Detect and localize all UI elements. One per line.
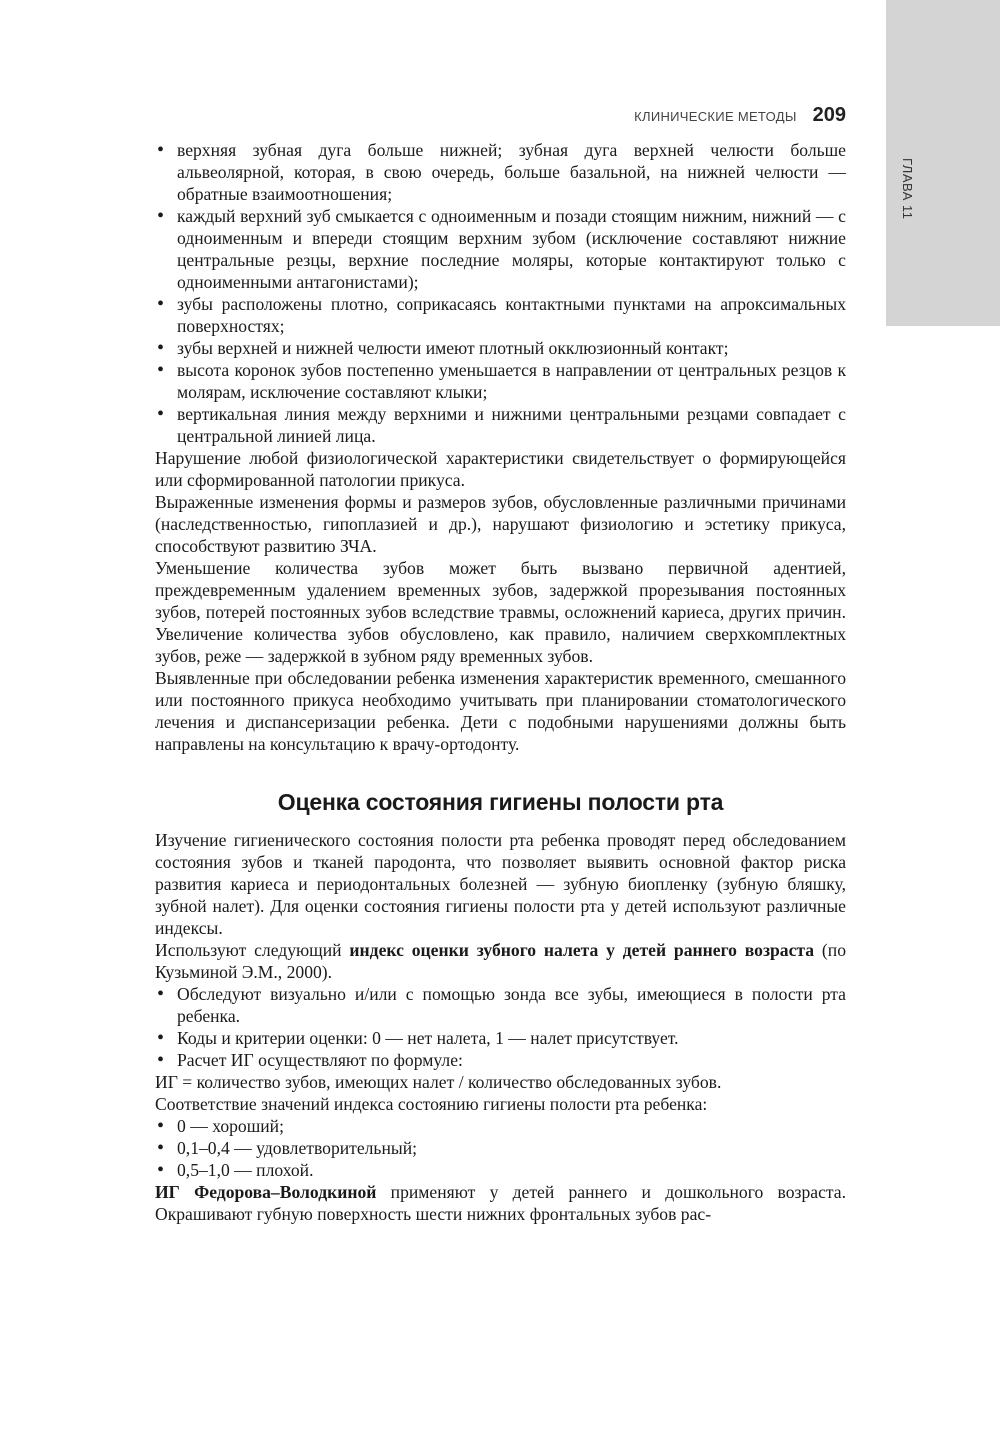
index-lead: Используют следующий [155, 940, 350, 960]
list-item: • Обследуют визуально и/или с помощью зонда все зубы, имеющиеся в полости рта ребенка. [155, 983, 846, 1027]
index-method-list [155, 983, 846, 1071]
section-heading: Оценка состояния гигиены полости рта [277, 789, 724, 815]
list-item: • зубы верхней и нижней челюсти имеют плотный окклюзионный контакт; [155, 337, 846, 359]
list-item: • Коды и критерии оценки: 0 — нет налета, 1 — налет присутствует. [155, 1027, 846, 1049]
running-title: КЛИНИЧЕСКИЕ МЕТОДЫ [634, 109, 797, 124]
fedorov-tail: применяют у детей раннего и дошкольного возраста. Окрашивают губную поверхность шести нижних фронтальных зубов рас- [155, 1182, 846, 1224]
occlusion-criteria-list [155, 139, 846, 447]
list-item: • вертикальная линия между верхними и нижними центральными резцами совпадает с центральной линией лица. [155, 403, 846, 447]
list-item: • каждый верхний зуб смыкается с одноименным и позади стоящим нижним, нижний — с одноименным и впереди стоящим верхним зубом (исключение составляют нижние центральные резцы, верхние последние моляры, которые контактируют только с одноименными антагонистами); [155, 205, 846, 293]
list-item: • 0,5–1,0 — плохой. [155, 1159, 846, 1181]
paragraph: Уменьшение количества зубов может быть вызвано первичной адентией, преждевременным удалением временных зубов, задержкой прорезывания постоянных зубов, потерей постоянных зубов вследствие травмы, осложнений кариеса, других причин. Увеличение количества зубов обусловлено, как правило, наличием сверхкомплектных зубов, реже — задержкой в зубном ряду временных зубов. [155, 558, 846, 666]
page-body [155, 139, 846, 1225]
list-item: • высота коронок зубов постепенно уменьшается в направлении от центральных резцов к молярам, исключение составляют клыки; [155, 359, 846, 403]
fedorov-paragraph [155, 1181, 846, 1225]
chapter-tab-label: ГЛАВА 11 [900, 158, 915, 220]
paragraph: Нарушение любой физиологической характеристики свидетельствует о формирующейся или сформированной патологии прикуса. [155, 448, 846, 490]
running-head [634, 104, 846, 127]
formula: ИГ = количество зубов, имеющих налет / количество обследованных зубов. [155, 1072, 722, 1092]
correspondence-list [155, 1115, 846, 1181]
index-paragraph [155, 939, 846, 983]
paragraph: Выраженные изменения формы и размеров зубов, обусловленные различными причинами (наследственностью, гипоплазией и др.), нарушают физиологию и эстетику прикуса, способствуют развитию ЗЧА. [155, 492, 846, 556]
list-item: • 0 — хороший; [155, 1115, 846, 1137]
section-intro: Изучение гигиенического состояния полости рта ребенка проводят перед обследованием состояния зубов и тканей пародонта, что позволяет выявить основной фактор риска развития кариеса и периодонтальных болезней — зубную биопленку (зубную бляшку, зубной налет). Для оценки состояния гигиены полости рта у детей используют различные индексы. [155, 830, 846, 938]
index-name: индекс оценки зубного налета у детей раннего возраста [349, 940, 815, 960]
list-item: • верхняя зубная дуга больше нижней; зубная дуга верхней челюсти больше альвеолярной, которая, в свою очередь, больше базальной, на нижней челюсти — обратные взаимоотношения; [155, 139, 846, 205]
fedorov-index-name: ИГ Федорова–Володкиной [155, 1182, 377, 1202]
correspondence-intro: Соответствие значений индекса состоянию гигиены полости рта ребенка: [155, 1094, 708, 1114]
list-item: • 0,1–0,4 — удовлетворительный; [155, 1137, 846, 1159]
list-item: • зубы расположены плотно, соприкасаясь контактными пунктами на апроксимальных поверхностях; [155, 293, 846, 337]
index-tail: (по Кузьминой Э.М., 2000). [155, 940, 846, 982]
paragraph: Выявленные при обследовании ребенка изменения характеристик временного, смешанного или постоянного прикуса необходимо учитывать при планировании стоматологического лечения и диспансеризации ребенка. Дети с подобными нарушениями должны быть направлены на консультацию к врачу-ортодонту. [155, 668, 846, 754]
page-number: 209 [812, 104, 846, 126]
list-item: • Расчет ИГ осуществляют по формуле: [155, 1049, 846, 1071]
